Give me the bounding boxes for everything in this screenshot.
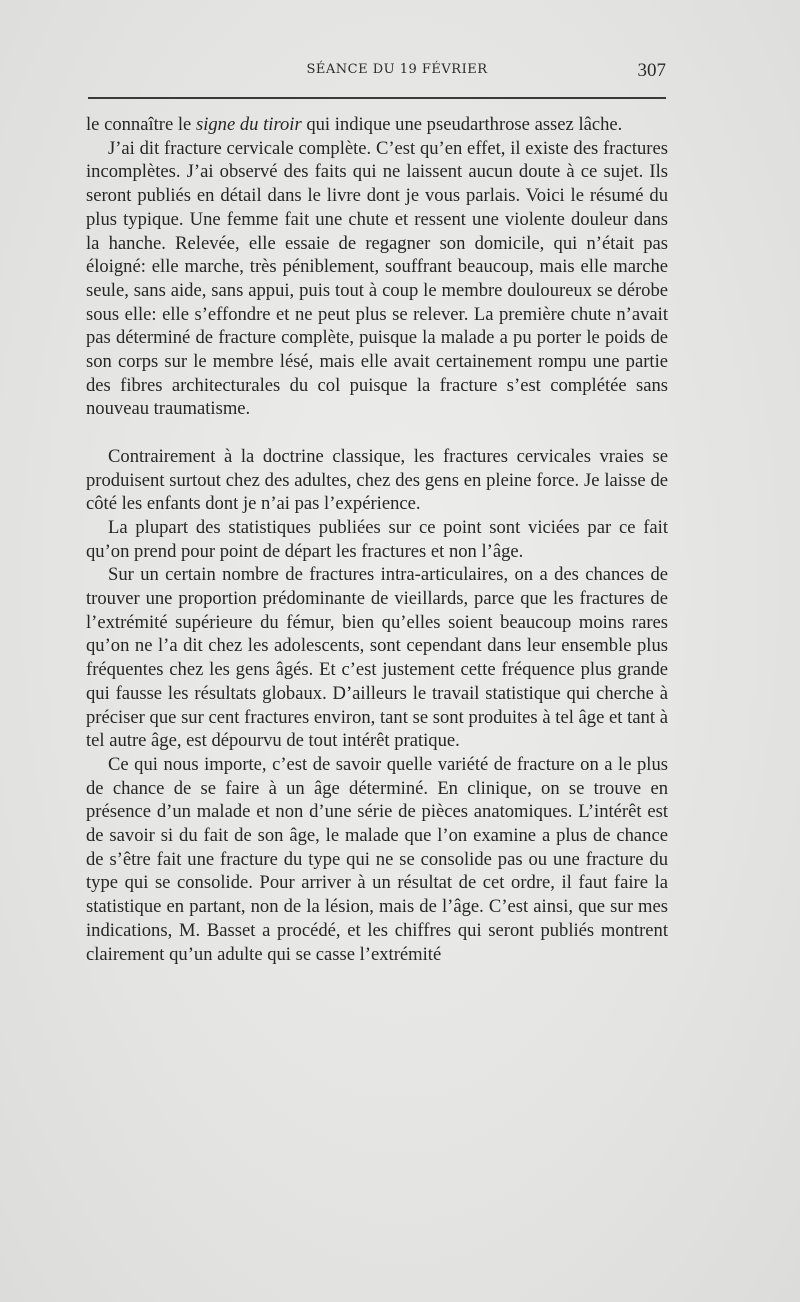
paragraph-3: Contrairement à la doctrine classique, les fractures cervicales vraies se produisent surtout chez des adultes, chez des gens en pleine force. Je laisse de côté les enfants dont je n’ai pas l’expérience. bbox=[86, 445, 668, 515]
page-number: 307 bbox=[637, 60, 666, 81]
body-text bbox=[86, 113, 668, 966]
paragraph-2: J’ai dit fracture cervicale complète. C’est qu’en effet, il existe des fractures incomplètes. J’ai observé des faits qui ne laissent aucun doute à ce sujet. Ils seront publiés en détail dans le livre dont je vous parlais. Voici le résumé du plus typique. Une femme fait une chute et ressent une violente douleur dans la hanche. Relevée, elle essaie de regagner son domicile, qui n’était pas éloigné: elle marche, très péniblement, souffrant beaucoup, mais elle marche seule, sans aide, sans appui, puis tout à coup le membre douloureux se dérobe sous elle: elle s’effondre et ne peut plus se relever. La première chute n’avait pas déterminé de fracture complète, puisque la malade a pu porter le poids de son corps sur le membre lésé, mais elle avait certainement rompu une partie des fibres architecturales du col puisque la fracture s’est complétée sans nouveau traumatisme. bbox=[86, 137, 668, 420]
header-rule bbox=[88, 97, 666, 99]
signe-du-tiroir-emphasis: signe du tiroir bbox=[195, 114, 302, 135]
paragraph-1-tail: qui indique une pseudarthrose assez lâche. bbox=[301, 114, 623, 135]
paragraph-1 bbox=[86, 113, 668, 137]
running-title: SÉANCE DU 19 FÉVRIER bbox=[306, 62, 488, 77]
paragraph-1-lead: le connaître le bbox=[86, 114, 196, 135]
paragraph-4: La plupart des statistiques publiées sur ce point sont viciées par ce fait qu’on prend pour point de départ les fractures et non l’âge. bbox=[86, 516, 668, 562]
running-head bbox=[88, 62, 666, 84]
paragraph-6: Ce qui nous importe, c’est de savoir quelle variété de fracture on a le plus de chance de se faire à un âge déterminé. En clinique, on se trouve en présence d’un malade et non d’une série de pièces anatomiques. L’intérêt est de savoir si du fait de son âge, le malade que l’on examine a plus de chance de s’être fait une fracture du type qui ne se consolide pas ou une fracture du type qui se consolide. Pour arriver à un résultat de cet ordre, il faut faire la statistique en partant, non de la lésion, mais de l’âge. C’est ainsi, que sur mes indications, M. Basset a procédé, et les chiffres qui seront publiés montrent clairement qu’un adulte qui se casse l’extrémité bbox=[86, 753, 668, 965]
paragraph-5: Sur un certain nombre de fractures intra-articulaires, on a des chances de trouver une proportion prédominante de vieillards, parce que les fractures de l’extrémité supérieure du fémur, bien qu’elles soient beaucoup moins rares qu’on ne l’a dit chez les adolescents, sont cependant dans leur ensemble plus fréquentes chez les gens âgés. Et c’est justement cette fréquence plus grande qui fausse les résultats globaux. D’ailleurs le travail statistique qui cherche à préciser que sur cent fractures environ, tant se sont produites à tel âge et tant à tel autre âge, est dépourvu de tout intérêt pratique. bbox=[86, 564, 668, 752]
